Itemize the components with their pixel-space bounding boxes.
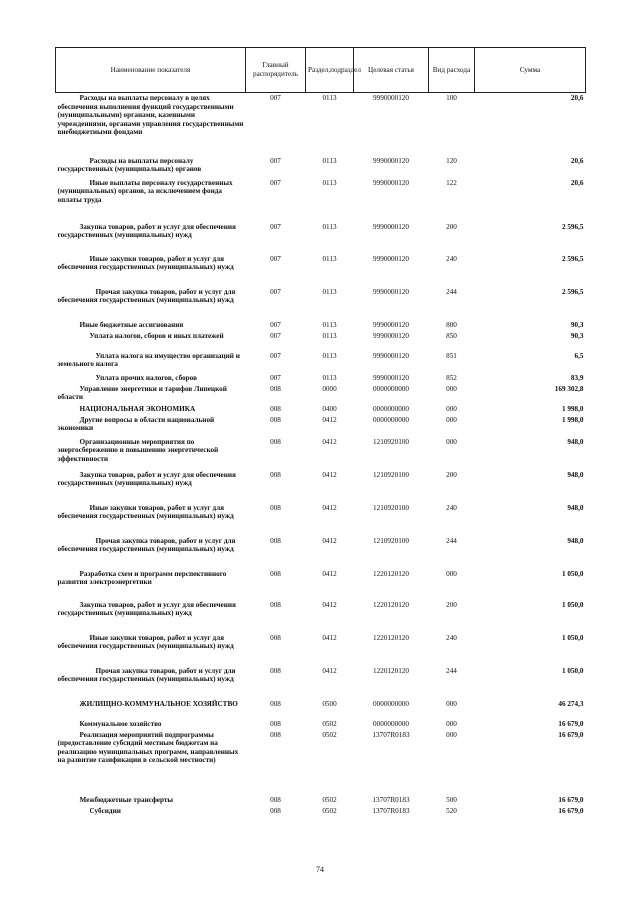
cell-sum: 20,6 [570, 178, 584, 187]
cell-expense-type: 000 [446, 719, 457, 728]
cell-expense-type: 200 [446, 222, 457, 231]
cell-target: 9990000120 [373, 178, 409, 187]
cell-name: Коммунальное хозяйство [79, 719, 162, 728]
cell-section: 0113 [322, 156, 337, 165]
cell-name: Закупка товаров, работ и услуг для обеспечения государственных (муниципальных) нужд [57, 600, 236, 618]
cell-name: Иные закупки товаров, работ и услуг для обеспечения государственных (муниципальных) нужд [57, 503, 234, 521]
cell-target: 1220120120 [373, 569, 409, 578]
cell-name: Иные бюджетные ассигнования [79, 320, 184, 329]
table-row [56, 438, 586, 471]
cell-sum: 20,6 [570, 156, 584, 165]
header-section: Раздел,подраздел [306, 48, 354, 93]
cell-main-manager: 008 [270, 600, 281, 609]
cell-name: Управление энергетики и тарифов Липецкой области [57, 384, 227, 402]
cell-name: Иные выплаты персоналу государственных (муниципальных) органов, за исключением фонда оплаты труда [57, 178, 233, 204]
cell-target: 13707R0183 [372, 795, 410, 804]
cell-name: Субсидии [89, 806, 121, 815]
cell-target: 1220120120 [373, 666, 409, 675]
cell-section: 0113 [322, 320, 337, 329]
cell-main-manager: 008 [270, 536, 281, 545]
cell-sum: 948,0 [567, 437, 584, 446]
table-row [56, 471, 586, 504]
header-name: Наименование показателя [56, 48, 246, 93]
cell-section: 0113 [322, 331, 337, 340]
cell-sum: 948,0 [567, 536, 584, 545]
cell-sum: 1 998,0 [561, 404, 584, 413]
cell-target: 1210920100 [373, 437, 409, 446]
cell-target: 13707R0183 [372, 730, 410, 739]
cell-expense-type: 244 [446, 536, 457, 545]
table-row [56, 255, 586, 288]
cell-expense-type: 000 [446, 437, 457, 446]
table-row [56, 667, 586, 700]
cell-name: ЖИЛИЩНО-КОММУНАЛЬНОЕ ХОЗЯЙСТВО [79, 699, 238, 708]
cell-name: Межбюджетные трансферты [79, 795, 174, 804]
cell-name: Разработка схем и программ перспективного развития электроэнергетики [57, 569, 227, 587]
table-row [56, 504, 586, 537]
cell-target: 13707R0183 [372, 806, 410, 815]
header-sum: Сумма [475, 48, 586, 93]
page-number: 74 [316, 865, 324, 874]
cell-section: 0113 [322, 254, 337, 263]
cell-expense-type: 244 [446, 287, 457, 296]
cell-sum: 1 050,0 [561, 666, 584, 675]
cell-expense-type: 244 [446, 666, 457, 675]
table-row [56, 731, 586, 796]
cell-sum: 948,0 [567, 503, 584, 512]
cell-expense-type: 000 [446, 415, 457, 424]
cell-target: 0000000000 [373, 699, 409, 708]
cell-sum: 90,3 [570, 320, 584, 329]
cell-section: 0500 [322, 699, 337, 708]
cell-sum: 16 679,0 [558, 806, 584, 815]
cell-sum: 169 302,8 [554, 384, 584, 393]
cell-expense-type: 000 [446, 404, 457, 413]
cell-main-manager: 008 [270, 666, 281, 675]
cell-name: Уплата прочих налогов, сборов [95, 373, 197, 382]
cell-sum: 2 596,5 [561, 287, 584, 296]
cell-main-manager: 007 [270, 320, 281, 329]
cell-main-manager: 008 [270, 384, 281, 393]
budget-table [55, 47, 586, 818]
cell-expense-type: 240 [446, 503, 457, 512]
cell-sum: 1 998,0 [561, 415, 584, 424]
cell-section: 0412 [322, 666, 337, 675]
cell-section: 0502 [322, 730, 337, 739]
cell-main-manager: 008 [270, 699, 281, 708]
cell-sum: 2 596,5 [561, 254, 584, 263]
cell-sum: 1 050,0 [561, 569, 584, 578]
cell-main-manager: 008 [270, 437, 281, 446]
cell-expense-type: 200 [446, 470, 457, 479]
cell-name: Прочая закупка товаров, работ и услуг для обеспечения государственных (муниципальных) нужд [57, 536, 236, 554]
table-header-row [56, 48, 586, 93]
cell-sum: 90,3 [570, 331, 584, 340]
cell-main-manager: 007 [270, 351, 281, 360]
table-row [56, 700, 586, 720]
cell-sum: 6,5 [574, 351, 584, 360]
cell-section: 0502 [322, 795, 337, 804]
table-row [56, 223, 586, 255]
cell-expense-type: 240 [446, 633, 457, 642]
cell-sum: 46 274,3 [558, 699, 584, 708]
cell-name: Закупка товаров, работ и услуг для обеспечения государственных (муниципальных) нужд [57, 222, 236, 240]
cell-name: Иные закупки товаров, работ и услуг для обеспечения государственных (муниципальных) нужд [57, 633, 234, 651]
cell-name: Прочая закупка товаров, работ и услуг для обеспечения государственных (муниципальных) нужд [57, 287, 236, 305]
cell-main-manager: 008 [270, 415, 281, 424]
cell-section: 0412 [322, 569, 337, 578]
cell-main-manager: 008 [270, 795, 281, 804]
cell-name: Другие вопросы в области национальной экономики [57, 415, 215, 433]
cell-target: 9990000120 [373, 222, 409, 231]
cell-section: 0412 [322, 536, 337, 545]
cell-target: 9990000120 [373, 331, 409, 340]
cell-expense-type: 800 [446, 320, 457, 329]
cell-expense-type: 240 [446, 254, 457, 263]
cell-target: 1210920100 [373, 503, 409, 512]
cell-target: 1210920100 [373, 470, 409, 479]
cell-target: 9990000120 [373, 156, 409, 165]
cell-target: 1220120120 [373, 600, 409, 609]
cell-target: 0000000000 [373, 404, 409, 413]
table-row [56, 570, 586, 601]
table-row [56, 157, 586, 179]
cell-sum: 83,9 [570, 373, 584, 382]
cell-main-manager: 008 [270, 404, 281, 413]
cell-main-manager: 007 [270, 178, 281, 187]
cell-expense-type: 000 [446, 699, 457, 708]
cell-expense-type: 120 [446, 156, 457, 165]
cell-section: 0502 [322, 806, 337, 815]
cell-section: 0000 [322, 384, 337, 393]
cell-target: 0000000000 [373, 415, 409, 424]
cell-sum: 16 679,0 [558, 719, 584, 728]
cell-name: Иные закупки товаров, работ и услуг для обеспечения государственных (муниципальных) нужд [57, 254, 234, 272]
cell-section: 0412 [322, 415, 337, 424]
cell-target: 0000000000 [373, 384, 409, 393]
cell-expense-type: 000 [446, 569, 457, 578]
table-row [56, 796, 586, 807]
cell-target: 9990000120 [373, 254, 409, 263]
cell-section: 0113 [322, 178, 337, 187]
cell-sum: 2 596,5 [561, 222, 584, 231]
cell-main-manager: 008 [270, 730, 281, 739]
budget-table-page [55, 47, 585, 818]
cell-target: 9990000120 [373, 373, 409, 382]
cell-section: 0412 [322, 437, 337, 446]
table-row [56, 179, 586, 223]
table-row [56, 332, 586, 352]
cell-expense-type: 851 [446, 351, 457, 360]
cell-main-manager: 008 [270, 503, 281, 512]
table-row [56, 416, 586, 438]
cell-name: Расходы на выплаты персоналу в целях обеспечения выполнения функций государственными (муниципальными) органами, казенными учреждениями, органами управления государственными внебюджетными фондами [57, 94, 244, 137]
cell-name: НАЦИОНАЛЬНАЯ ЭКОНОМИКА [79, 404, 196, 413]
cell-name: Реализация мероприятий подпрограммы (предоставление субсидий местным бюджетам на реализацию муниципальных программ, направленных на развитие газификации в сельской местности) [57, 730, 239, 765]
cell-expense-type: 000 [446, 730, 457, 739]
cell-expense-type: 122 [446, 178, 457, 187]
cell-main-manager: 008 [270, 719, 281, 728]
cell-name: Прочая закупка товаров, работ и услуг для обеспечения государственных (муниципальных) нужд [57, 666, 236, 684]
cell-main-manager: 007 [270, 156, 281, 165]
cell-section: 0412 [322, 503, 337, 512]
cell-main-manager: 007 [270, 222, 281, 231]
cell-section: 0412 [322, 470, 337, 479]
cell-sum: 16 679,0 [558, 730, 584, 739]
header-target: Целевая статья [354, 48, 429, 93]
cell-section: 0113 [322, 222, 337, 231]
cell-main-manager: 007 [270, 331, 281, 340]
cell-main-manager: 007 [270, 94, 281, 102]
cell-target: 1210920100 [373, 536, 409, 545]
cell-main-manager: 008 [270, 569, 281, 578]
cell-main-manager: 008 [270, 806, 281, 815]
header-main-manager: Главный распорядитель [246, 48, 306, 93]
cell-name: Организационные мероприятия по энергосбережению и повышению энергетической эффективности [57, 437, 219, 463]
cell-expense-type: 100 [446, 94, 457, 102]
cell-sum: 948,0 [567, 470, 584, 479]
cell-main-manager: 008 [270, 633, 281, 642]
cell-section: 0113 [322, 94, 337, 102]
cell-sum: 1 050,0 [561, 633, 584, 642]
cell-target: 0000000000 [373, 719, 409, 728]
table-row [56, 720, 586, 731]
cell-section: 0113 [322, 373, 337, 382]
table-row [56, 352, 586, 374]
table-row [56, 374, 586, 385]
table-row [56, 93, 586, 157]
cell-section: 0113 [322, 287, 337, 296]
cell-main-manager: 007 [270, 287, 281, 296]
header-expense-type: Вид расхода [429, 48, 475, 93]
table-row [56, 385, 586, 405]
table-row [56, 537, 586, 570]
cell-target: 9990000120 [373, 351, 409, 360]
cell-expense-type: 000 [446, 384, 457, 393]
table-row [56, 601, 586, 634]
cell-section: 0400 [322, 404, 337, 413]
cell-section: 0412 [322, 633, 337, 642]
table-row [56, 321, 586, 332]
cell-main-manager: 007 [270, 373, 281, 382]
table-row [56, 634, 586, 667]
table-row [56, 405, 586, 416]
cell-name: Уплата налога на имущество организаций и земельного налога [57, 351, 240, 369]
cell-name: Расходы на выплаты персоналу государственных (муниципальных) органов [57, 156, 202, 174]
cell-name: Уплата налогов, сборов и иных платежей [89, 331, 224, 340]
cell-section: 0113 [322, 351, 337, 360]
cell-sum: 16 679,0 [558, 795, 584, 804]
cell-target: 1220120120 [373, 633, 409, 642]
cell-expense-type: 852 [446, 373, 457, 382]
cell-expense-type: 500 [446, 795, 457, 804]
table-row [56, 807, 586, 818]
cell-target: 9990000120 [373, 94, 409, 102]
cell-expense-type: 850 [446, 331, 457, 340]
cell-expense-type: 200 [446, 600, 457, 609]
cell-name: Закупка товаров, работ и услуг для обеспечения государственных (муниципальных) нужд [57, 470, 236, 488]
table-row [56, 288, 586, 321]
cell-sum: 20,6 [570, 94, 584, 102]
cell-expense-type: 520 [446, 806, 457, 815]
cell-section: 0502 [322, 719, 337, 728]
cell-target: 9990000120 [373, 287, 409, 296]
cell-main-manager: 008 [270, 470, 281, 479]
cell-main-manager: 007 [270, 254, 281, 263]
cell-target: 9990000120 [373, 320, 409, 329]
cell-sum: 1 050,0 [561, 600, 584, 609]
table-body [56, 93, 586, 818]
cell-section: 0412 [322, 600, 337, 609]
